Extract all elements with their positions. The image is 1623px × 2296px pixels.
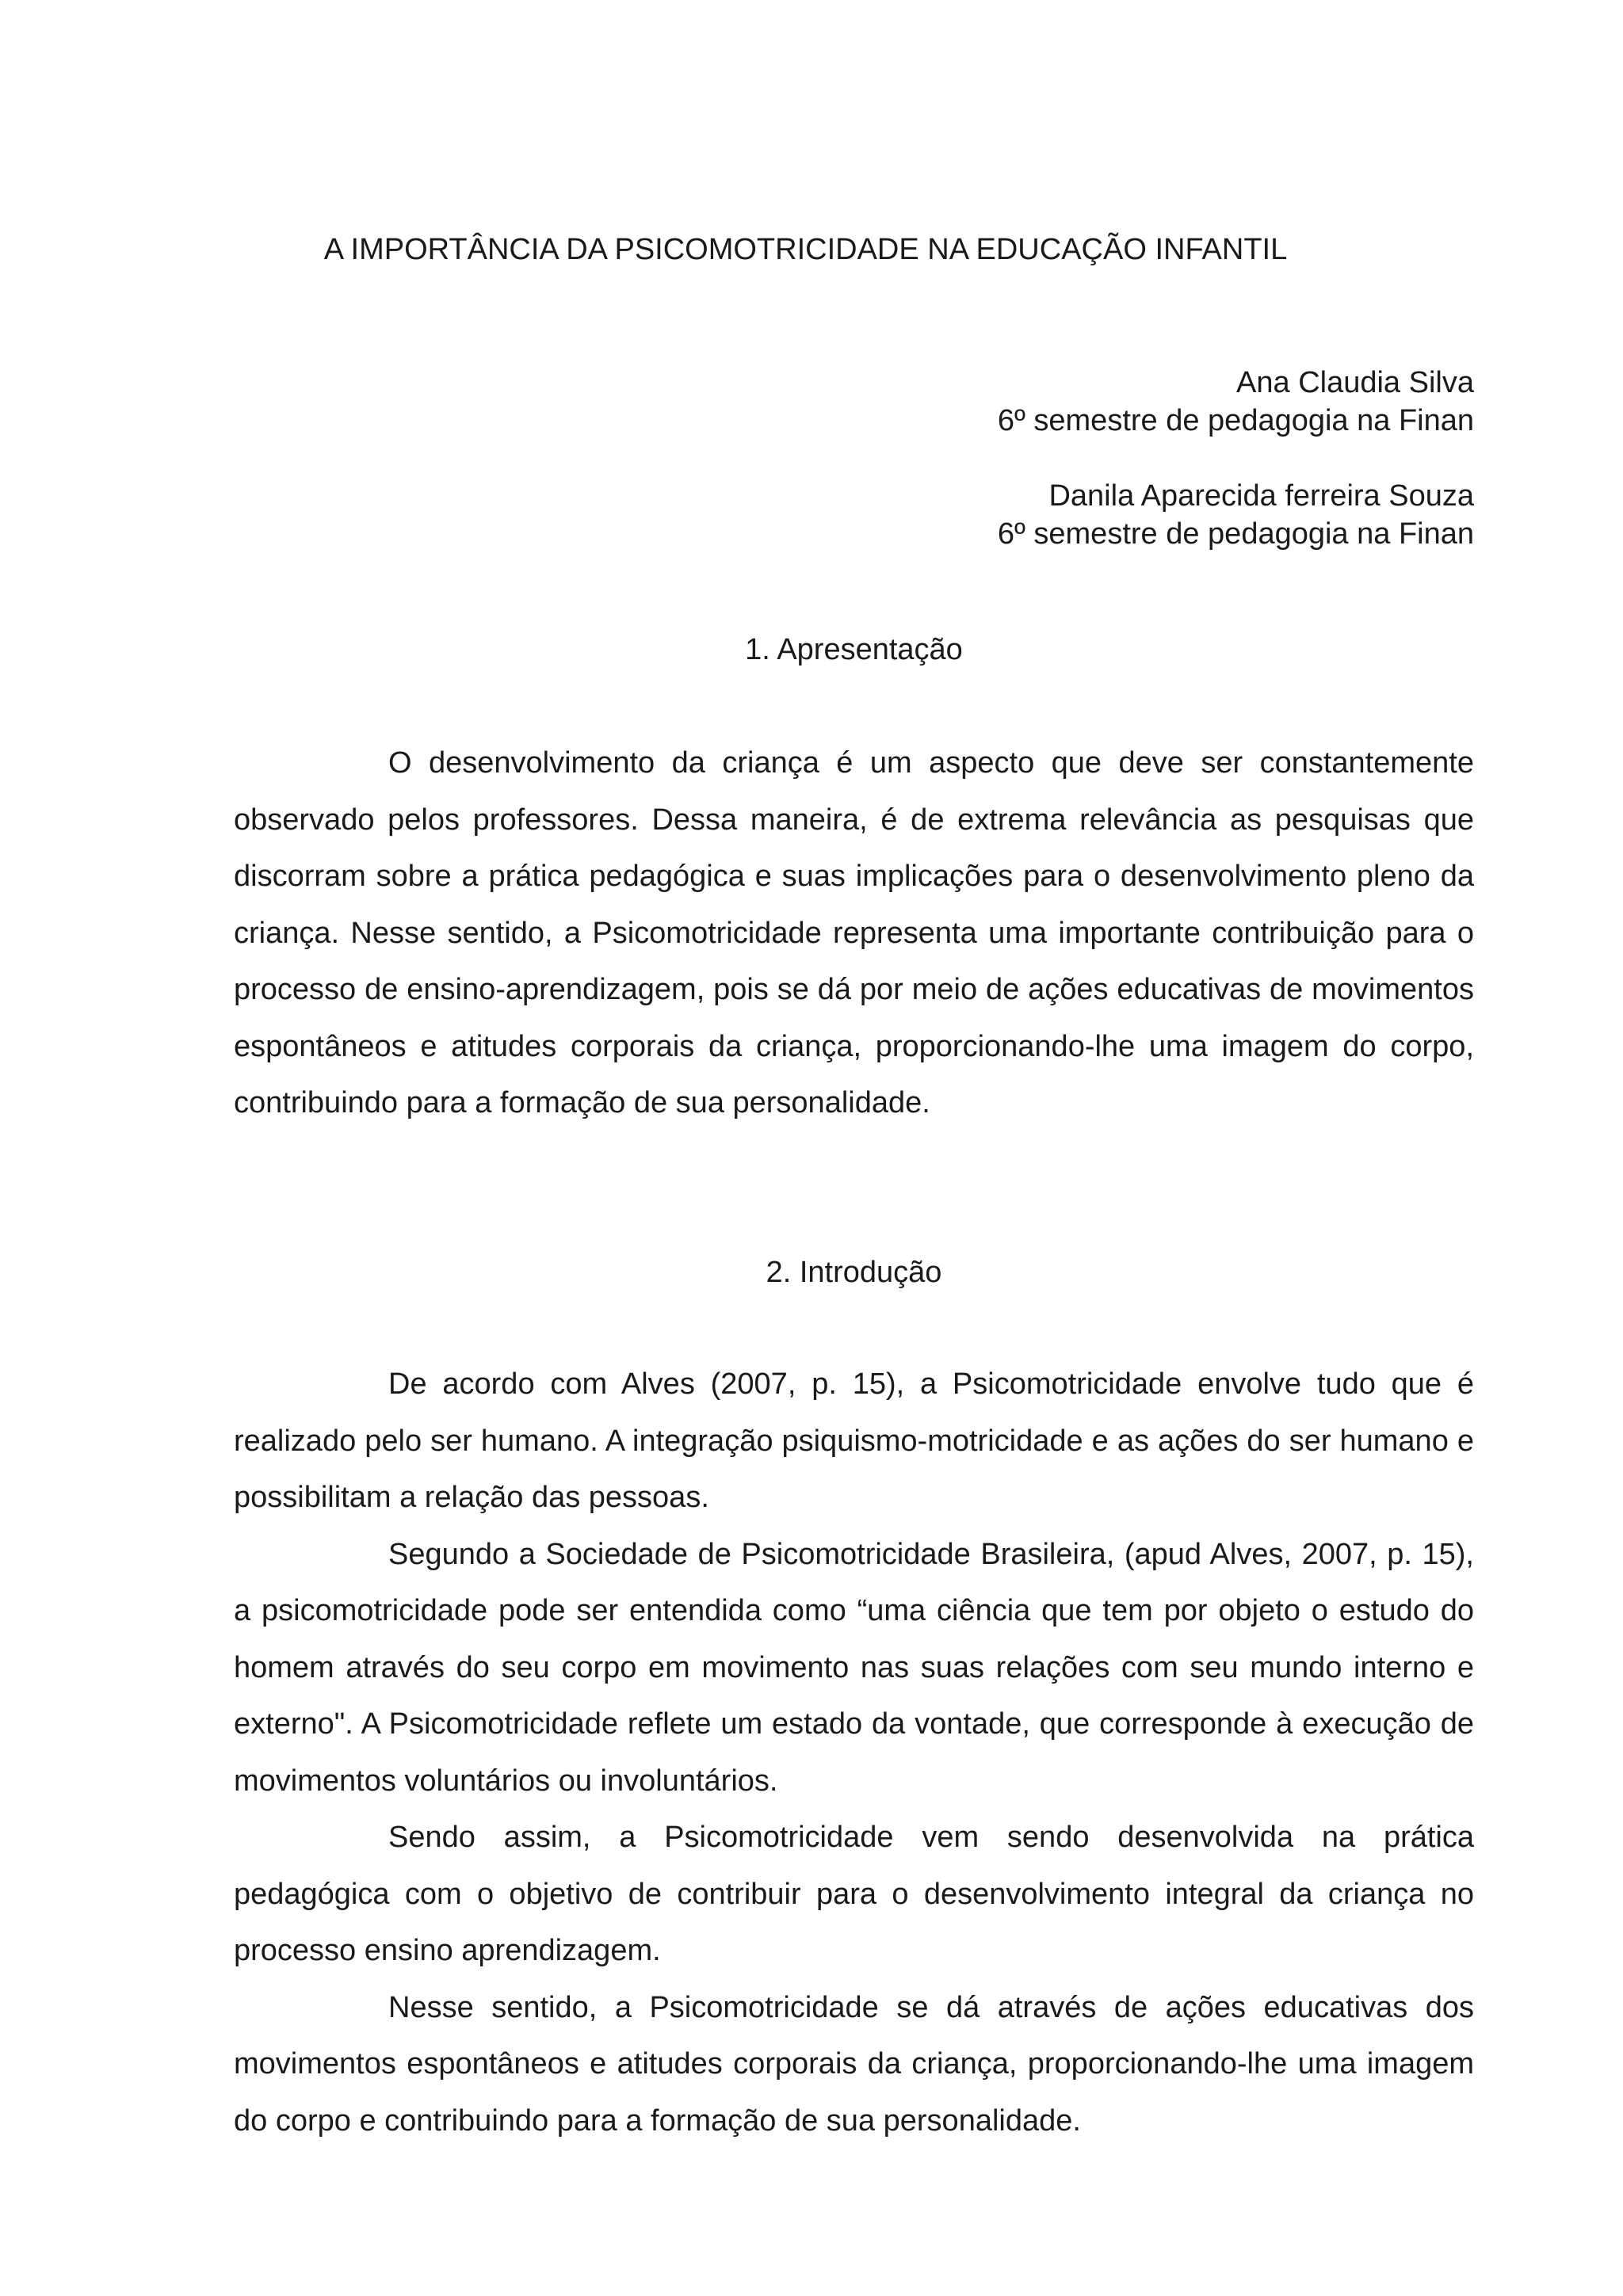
- section-body-apresentacao: [234, 735, 1474, 1132]
- author-entry: [998, 477, 1474, 553]
- section-body-introducao: [234, 1356, 1474, 2149]
- author-name: Danila Aparecida ferreira Souza: [1048, 479, 1474, 513]
- section-heading-introducao: 2. Introdução: [766, 1256, 942, 1289]
- author-list: [998, 364, 1474, 590]
- author-name: Ana Claudia Silva: [1236, 366, 1474, 399]
- author-affiliation: 6º semestre de pedagogia na Finan: [997, 404, 1474, 437]
- author-affiliation: 6º semestre de pedagogia na Finan: [997, 517, 1474, 551]
- body-paragraph: Nesse sentido, a Psicomotricidade se dá através de ações educativas dos movimentos espontâneos e atitudes corporais da criança, proporcionando-lhe uma imagem do corpo e contribuindo para a formação de sua personalidade.: [234, 1990, 1474, 2138]
- body-paragraph: O desenvolvimento da criança é um aspecto que deve ser constantemente observado pelos professores. Dessa maneira, é de extrema relevância as pesquisas que discorram sobre a prática pedagógica e suas implicações para o desenvolvimento pleno da criança. Nesse sentido, a Psicomotricidade representa uma importante contribuição para o processo de ensino-aprendizagem, pois se dá por meio de ações educativas de movimentos espontâneos e atitudes corporais da criança, proporcionando-lhe uma imagem do corpo, contribuindo para a formação de sua personalidade.: [234, 746, 1474, 1119]
- section-heading-apresentacao: 1. Apresentação: [745, 633, 963, 666]
- body-paragraph: Sendo assim, a Psicomotricidade vem sendo desenvolvida na prática pedagógica com o objetivo de contribuir para o desenvolvimento integral da criança no processo ensino aprendizagem.: [234, 1821, 1474, 1967]
- body-paragraph: Segundo a Sociedade de Psicomotricidade Brasileira, (apud Alves, 2007, p. 15), a psicomotricidade pode ser entendida como “uma ciência que tem por objeto o estudo do homem através do seu corpo em movimento nas suas relações com seu mundo interno e externo". A Psicomotricidade reflete um estado da vontade, que corresponde à execução de movimentos voluntários ou involuntários.: [234, 1537, 1474, 1798]
- body-paragraph: De acordo com Alves (2007, p. 15), a Psicomotricidade envolve tudo que é realizado pelo ser humano. A integração psiquismo-motricidade e as ações do ser humano e possibilitam a relação das pessoas.: [234, 1367, 1474, 1514]
- document-title: A IMPORTÂNCIA DA PSICOMOTRICIDADE NA EDUCAÇÃO INFANTIL: [323, 233, 1288, 266]
- author-entry: [998, 364, 1474, 440]
